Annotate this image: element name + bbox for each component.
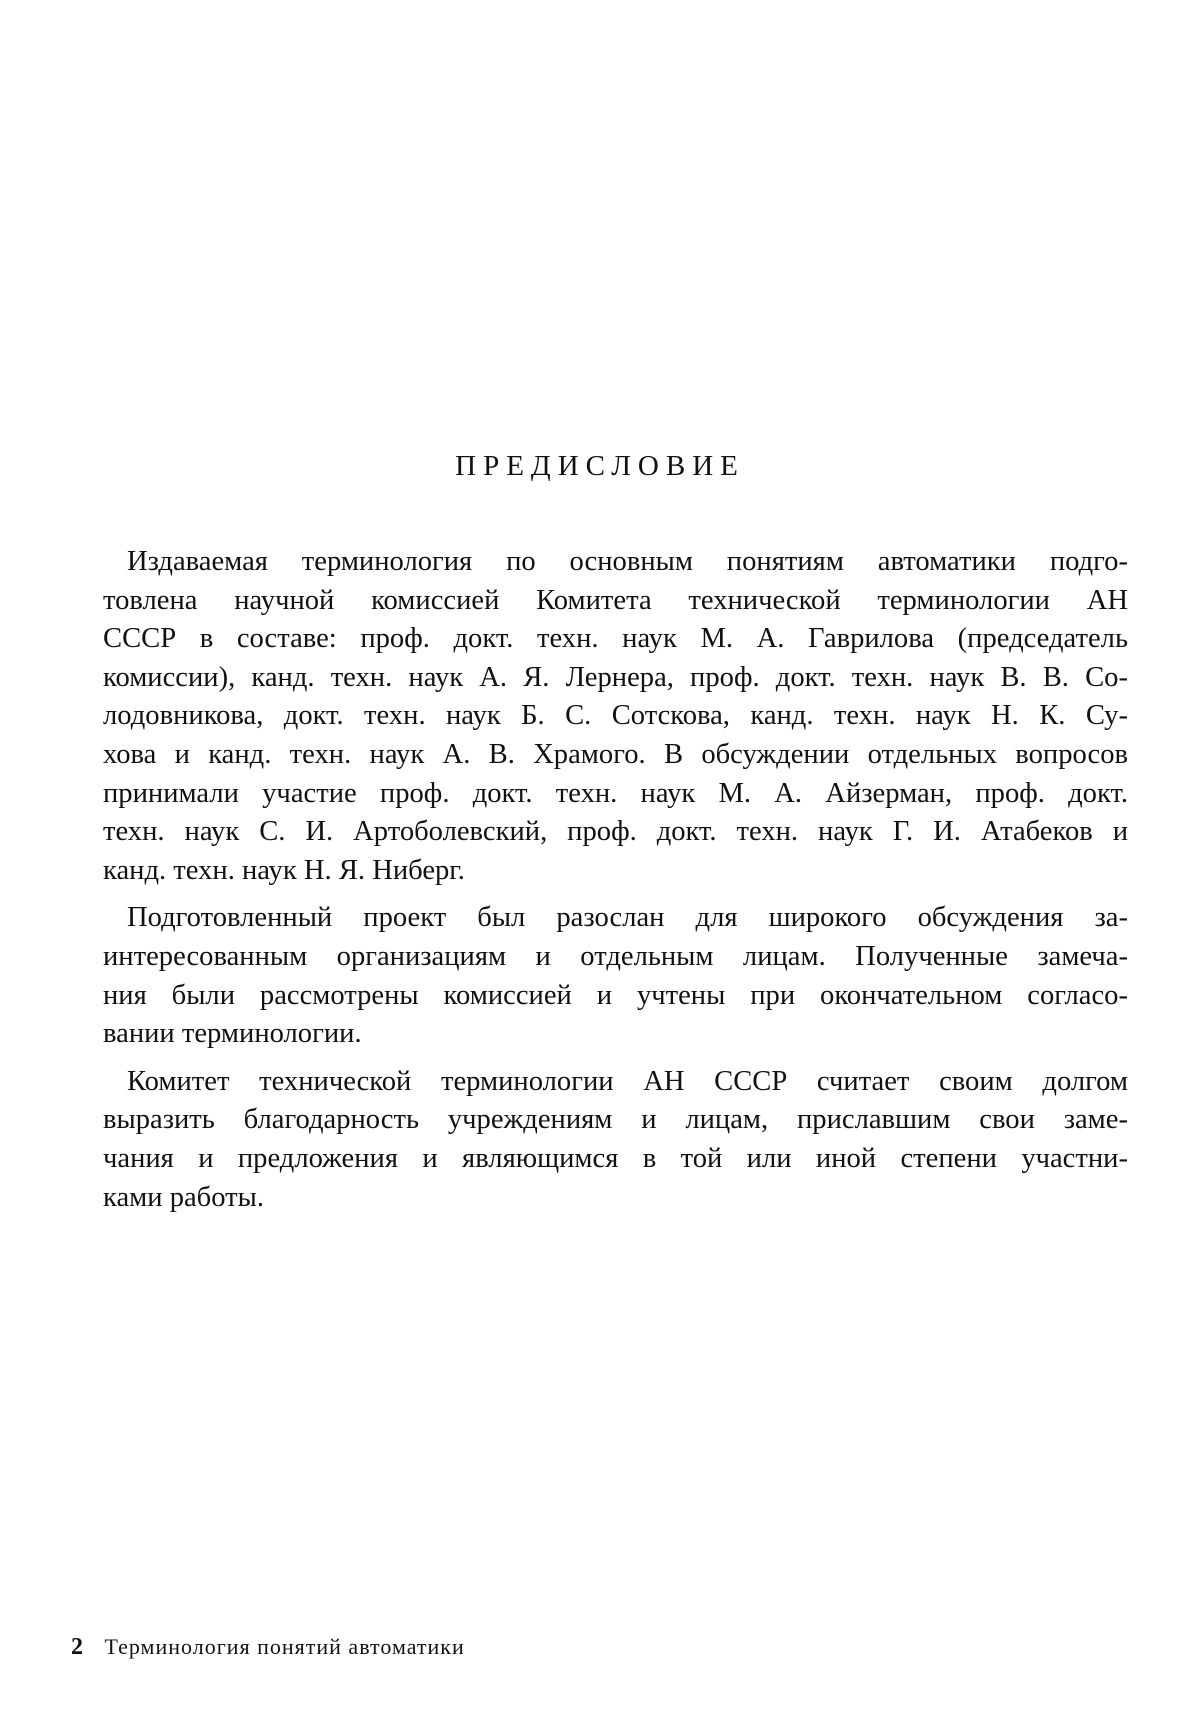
text-line: комиссии), канд. техн. наук А. Я. Лернера, проф. докт. техн. наук В. В. Со- xyxy=(103,661,1128,693)
text-line: вании терминологии. xyxy=(103,1018,362,1050)
paragraph-3 xyxy=(103,1063,1128,1217)
page-number: 2 xyxy=(71,1634,84,1660)
text-line: канд. техн. наук Н. Я. Ниберг. xyxy=(103,854,465,886)
text-line: лодовникова, докт. техн. наук Б. С. Сотскова, канд. техн. наук Н. К. Су- xyxy=(103,700,1128,732)
text-line: Подготовленный проект был разослан для широкого обсуждения за- xyxy=(127,902,1128,934)
text-line: чания и предложения и являющимся в той или иной степени участни- xyxy=(103,1142,1128,1174)
paragraph-2 xyxy=(103,899,1128,1053)
text-line: хова и канд. техн. наук А. В. Храмого. В обсуждении отдельных вопросов xyxy=(103,738,1128,770)
text-line: выразить благодарность учреждениям и лицам, приславшим свои заме- xyxy=(103,1104,1128,1136)
preface-body xyxy=(103,543,1128,1217)
text-line: принимали участие проф. докт. техн. наук М. А. Айзерман, проф. докт. xyxy=(103,777,1128,809)
text-line: техн. наук С. И. Артоболевский, проф. докт. техн. наук Г. И. Атабеков и xyxy=(103,816,1128,848)
page-title: ПРЕДИСЛОВИЕ xyxy=(455,450,745,482)
text-line: СССР в составе: проф. докт. техн. наук М. А. Гаврилова (председатель xyxy=(103,623,1128,655)
text-line: интересованным организациям и отдельным лицам. Полученные замеча- xyxy=(103,940,1128,972)
text-line: Издаваемая терминология по основным понятиям автоматики подго- xyxy=(127,546,1128,577)
page-footer xyxy=(71,1634,465,1661)
text-line: Комитет технической терминологии АН СССР считает своим долгом xyxy=(127,1065,1128,1097)
text-line: ками работы. xyxy=(103,1181,265,1213)
text-line: ния были рассмотрены комиссией и учтены при окончательном согласо- xyxy=(103,979,1128,1011)
text-line: товлена научной комиссией Комитета технической терминологии АН xyxy=(103,584,1128,616)
paragraph-1 xyxy=(103,543,1128,890)
running-title: Терминология понятий автоматики xyxy=(104,1634,465,1659)
